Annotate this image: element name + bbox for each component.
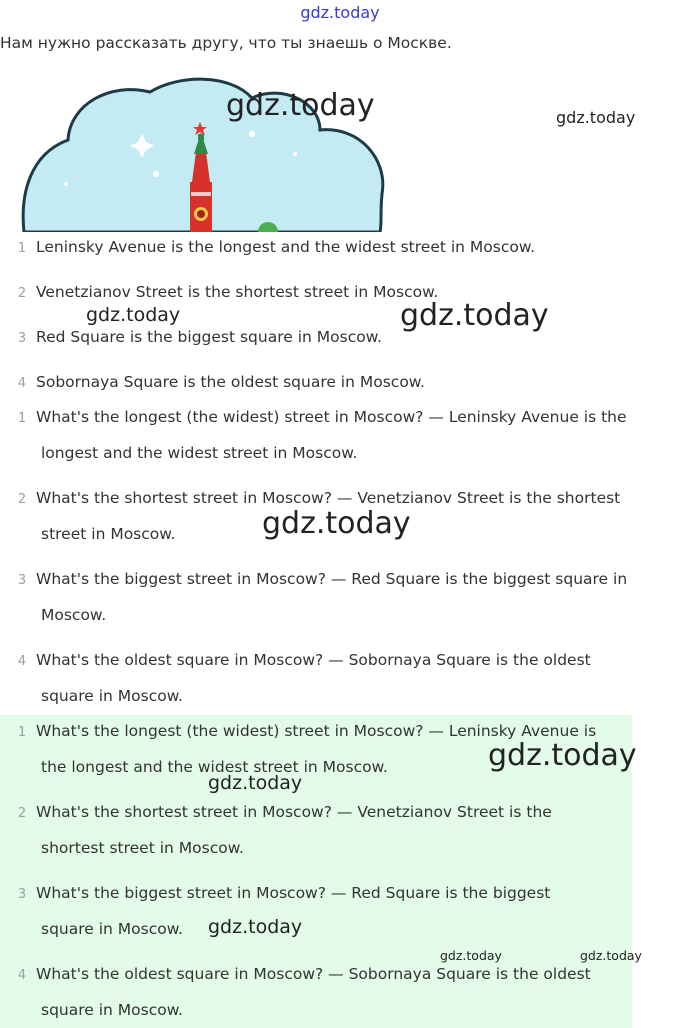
item-text-line1: What's the oldest square in Moscow? — Sobornaya Square is the oldest (36, 651, 591, 669)
item-number: 4 (17, 654, 27, 669)
item-text-line2: shortest street in Moscow. (41, 839, 244, 857)
item-text-line2: square in Moscow. (41, 1001, 183, 1019)
item-number: 2 (17, 286, 27, 301)
item-number: 4 (17, 968, 27, 983)
item-number: 1 (17, 411, 27, 426)
item-text-line1: What's the longest (the widest) street in Moscow? — Leninsky Avenue is the (36, 408, 627, 426)
item-text-line2: square in Moscow. (41, 687, 183, 705)
item-text: Sobornaya Square is the oldest square in Moscow. (36, 373, 425, 391)
item-text-line2: square in Moscow. (41, 920, 183, 938)
item-text-line1: What's the longest (the widest) street in Moscow? — Leninsky Avenue is (36, 722, 597, 740)
watermark: gdz.today (488, 738, 637, 773)
item-text: Venetzianov Street is the shortest street in Moscow. (36, 283, 439, 301)
watermark: gdz.today (262, 506, 411, 541)
watermark: gdz.today (86, 304, 181, 326)
item-number: 3 (17, 573, 27, 588)
item-text-line1: What's the biggest street in Moscow? — Red Square is the biggest (36, 884, 551, 902)
watermark-top: gdz.today (300, 3, 380, 22)
item-text-line2: Moscow. (41, 606, 107, 624)
watermark: gdz.today (556, 108, 636, 127)
intro-text: Нам нужно рассказать другу, что ты знаешь о Москве. (0, 34, 452, 52)
item-text-line2: the longest and the widest street in Moscow. (41, 758, 388, 776)
watermark: gdz.today (440, 948, 502, 963)
watermark: gdz.today (400, 298, 549, 333)
item-text-line1: What's the oldest square in Moscow? — Sobornaya Square is the oldest (36, 965, 591, 983)
item-number: 4 (17, 376, 27, 391)
item-number: 3 (17, 331, 27, 346)
item-text-line1: What's the shortest street in Moscow? — Venetzianov Street is the (36, 803, 552, 821)
item-number: 1 (17, 241, 27, 256)
watermark: gdz.today (208, 916, 303, 938)
item-text-line2: longest and the widest street in Moscow. (41, 444, 358, 462)
item-number: 2 (17, 492, 27, 507)
watermark: gdz.today (226, 88, 375, 123)
item-text-line1: What's the shortest street in Moscow? — Venetzianov Street is the shortest (36, 489, 621, 507)
watermark: gdz.today (580, 948, 642, 963)
item-number: 3 (17, 887, 27, 902)
item-number: 2 (17, 806, 27, 821)
item-text: Leninsky Avenue is the longest and the widest street in Moscow. (36, 238, 536, 256)
watermark: gdz.today (208, 772, 303, 794)
item-text: Red Square is the biggest square in Moscow. (36, 328, 382, 346)
item-number: 1 (17, 725, 27, 740)
item-text-line1: What's the biggest street in Moscow? — Red Square is the biggest square in (36, 570, 628, 588)
item-text-line2: street in Moscow. (41, 525, 176, 543)
